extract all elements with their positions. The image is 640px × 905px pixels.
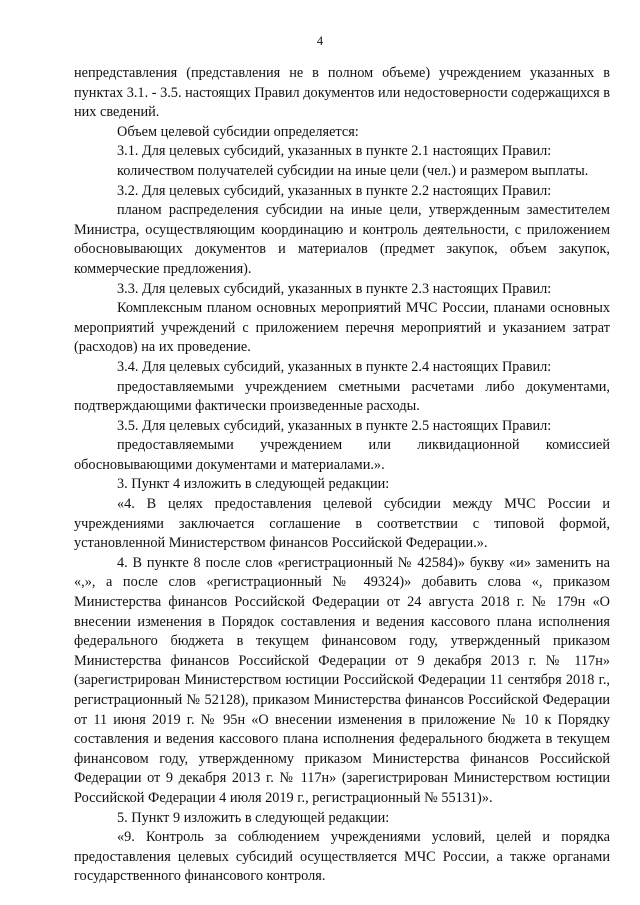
paragraph: 3.3. Для целевых субсидий, указанных в пункте 2.3 настоящих Правил: [117,280,552,297]
paragraph: 5. Пункт 9 изложить в следующей редакции: [117,809,390,826]
paragraph: 3. Пункт 4 изложить в следующей редакции: [117,476,390,493]
paragraph: «4. В целях предоставления целевой субсидии между МЧС России и учреждениями заключается соглашение в соответствии с типовой формой, установленной Министерством финансов Российской Федерации.». [74,496,610,552]
paragraph: Объем целевой субсидии определяется: [117,123,359,140]
paragraph: 3.4. Для целевых субсидий, указанных в пункте 2.4 настоящих Правил: [117,358,552,375]
paragraph: предоставляемыми учреждением или ликвидационной комиссией обосновывающими документами и материалами.». [74,437,610,473]
paragraph: планом распределения субсидии на иные цели, утвержденным заместителем Министра, осуществляющим координацию и контроль деятельности, с приложением обосновывающих документов и материалов (предмет закупок, объем закупок, коммерческие предложения). [74,202,610,277]
document-body [74,64,610,887]
paragraph: 3.5. Для целевых субсидий, указанных в пункте 2.5 настоящих Правил: [117,417,552,434]
paragraph: «9. Контроль за соблюдением учреждениями условий, целей и порядка предоставления целевых субсидий осуществляется МЧС России, а также органами государственного финансового контроля. [74,829,610,885]
paragraph: непредставления (представления не в полном объеме) учреждением указанных в пунктах 3.1. - 3.5. настоящих Правил документов или недостоверности содержащихся в них сведений. [74,65,610,121]
paragraph: Комплексным планом основных мероприятий МЧС России, планами основных мероприятий учреждений с приложением перечня мероприятий и указанием затрат (расходов) на их проведение. [74,300,610,356]
paragraph: количеством получателей субсидии на иные цели (чел.) и размером выплаты. [117,162,589,179]
paragraph: 4. В пункте 8 после слов «регистрационный № 42584)» букву «и» заменить на «,», а после слов «регистрационный № 49324)» добавить слова «, приказом Министерства финансов Российской Федерации от 24 августа 2018 г. № 179н «О внесении изменения в Порядок составления и ведения кассового плана исполнения федерального бюджета в текущем финансовом году, утвержденный приказом Министерства финансов Российской Федерации от 9 декабря 2013 г. № 117н» (зарегистрирован Министерством юстиции Российской Федерации 11 сентября 2018 г., регистрационный № 52128), приказом Министерства финансов Российской Федерации от 11 июня 2019 г. № 95н «О внесении изменения в приложение № 10 к Порядку составления и ведения кассового плана исполнения федерального бюджета в текущем финансовом году, утвержденному приказом Министерства финансов Российской Федерации от 9 декабря 2013 г. № 117н» (зарегистрирован Министерством юстиции Российской Федерации 4 июля 2019 г., регистрационный № 55131)». [74,554,610,806]
page-number: 4 [316,34,324,48]
paragraph: 3.1. Для целевых субсидий, указанных в пункте 2.1 настоящих Правил: [117,143,552,160]
paragraph: предоставляемыми учреждением сметными расчетами либо документами, подтверждающими фактически произведенные расходы. [74,378,610,415]
paragraph: 3.2. Для целевых субсидий, указанных в пункте 2.2 настоящих Правил: [117,182,552,199]
